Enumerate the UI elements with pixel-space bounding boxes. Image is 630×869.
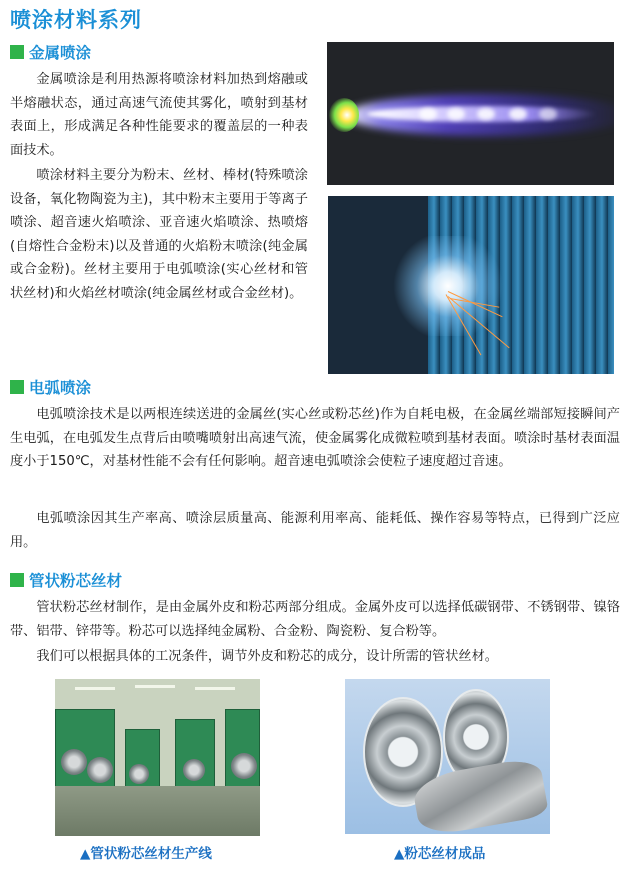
paragraph-arc-spraying-advantages: 电弧喷涂因其生产率高、喷涂层质量高、能源利用率高、能耗低、操作容易等特点，已得到广泛应用。: [10, 511, 620, 550]
green-square-bullet-icon: [10, 573, 24, 587]
section-heading-text: 金属喷涂: [29, 44, 92, 62]
section-heading-metal-spraying: [10, 42, 91, 62]
section-heading-cored-wire: [10, 570, 122, 590]
paragraph-arc-spraying-tech: 电弧喷涂技术是以两根连续送进的金属丝(实心丝或粉芯丝)作为自耗电极，在金属丝端部短接瞬间产生电弧，在电弧发生点背后由喷嘴喷射出高速气流，使金属雾化成微粒喷到基材表面。喷涂时基材表面温度小于150℃，对基材性能不会有任何影响。超音速电弧喷涂会使粒子速度超过音速。: [10, 407, 620, 469]
paragraph-spray-materials: 喷涂材料主要分为粉末、丝材、棒材(特殊喷涂设备，氧化物陶瓷为主)，其中粉末主要用于等离子喷涂、超音速火焰喷涂、亚音速火焰喷涂、热喷熔(自熔性合金粉末)以及普通的火焰粉末喷涂(纯金属或合金粉)。丝材主要用于电弧喷涂(实心丝材和管状丝材)和火焰丝材喷涂(纯金属丝材或合金丝材)。: [10, 168, 308, 301]
green-square-bullet-icon: [10, 45, 24, 59]
paragraph-cored-wire-composition: 管状粉芯丝材制作，是由金属外皮和粉芯两部分组成。金属外皮可以选择低碳钢带、不锈钢带、镍铬带、铝带、锌带等。粉芯可以选择纯金属粉、合金粉、陶瓷粉、复合粉等。: [10, 600, 620, 639]
arc-spray-photo: [328, 196, 614, 374]
green-square-bullet-icon: [10, 380, 24, 394]
paragraph-cored-wire-design: 我们可以根据具体的工况条件，调节外皮和粉芯的成分，设计所需的管状丝材。: [36, 649, 498, 664]
section-heading-text: 管状粉芯丝材: [29, 572, 123, 590]
production-line-photo: [55, 679, 260, 836]
caption-production-line: ▲管状粉芯丝材生产线: [80, 846, 212, 862]
section-heading-arc-spraying: [10, 377, 91, 397]
section-heading-text: 电弧喷涂: [29, 379, 92, 397]
flame-spray-photo: [327, 42, 614, 185]
wire-spool-product-photo: [345, 679, 550, 834]
paragraph-metal-spraying-intro: 金属喷涂是利用热源将喷涂材料加热到熔融或半熔融状态，通过高速气流使其雾化，喷射到基材表面上，形成满足各种性能要求的覆盖层的一种表面技术。: [10, 72, 308, 158]
page-title: 喷涂材料系列: [10, 8, 142, 32]
caption-finished-product: ▲粉芯丝材成品: [394, 846, 486, 862]
